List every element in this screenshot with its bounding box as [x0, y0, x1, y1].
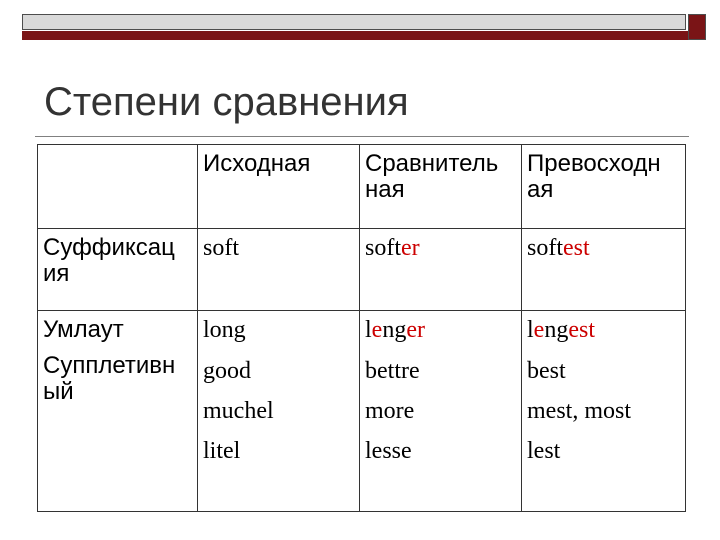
cell-base — [198, 351, 360, 512]
cell-comparative — [360, 311, 522, 351]
word-suffix: er — [406, 317, 425, 343]
word-stem: ng — [544, 317, 569, 343]
word-stem: l — [365, 317, 372, 343]
row-label-suffixation: Суффиксац ия — [38, 229, 198, 311]
word-suffix: er — [401, 235, 420, 261]
cell-base: soft — [198, 229, 360, 311]
header-empty-cell — [38, 145, 198, 229]
row-label-umlaut: Умлаут — [38, 311, 198, 351]
cell-comparative — [360, 351, 522, 512]
top-accent-bar — [22, 31, 688, 40]
title-divider — [35, 136, 689, 137]
table-row — [38, 311, 686, 351]
word-vowel: e — [533, 317, 545, 343]
table-header-row — [38, 145, 686, 229]
cell-comparative — [360, 229, 522, 311]
word: mest, most — [527, 397, 632, 424]
word: good — [203, 357, 251, 384]
slide-title: Степени сравнения — [44, 80, 409, 124]
word-suffix: est — [563, 235, 590, 261]
cell-superlative — [522, 351, 686, 512]
cell-superlative — [522, 229, 686, 311]
word-vowel: e — [371, 317, 383, 343]
word: lest — [527, 437, 561, 464]
comparison-table — [37, 144, 686, 512]
header-base: Исходная — [198, 145, 360, 229]
table-row — [38, 351, 686, 512]
word: bettre — [365, 357, 420, 384]
word-stem: ng — [382, 317, 407, 343]
word: litel — [203, 437, 241, 464]
word-stem: soft — [365, 235, 401, 261]
cell-superlative — [522, 311, 686, 351]
header-comparative: Сравнитель ная — [360, 145, 522, 229]
word-stem: soft — [527, 235, 563, 261]
row-label-suppletive: Супплетивн ый — [38, 351, 198, 512]
top-decor-bar — [22, 14, 686, 30]
word: best — [527, 357, 566, 384]
corner-accent — [688, 14, 706, 40]
table-row — [38, 229, 686, 311]
word: muchel — [203, 397, 274, 424]
word: lesse — [365, 437, 412, 464]
cell-base: long — [198, 311, 360, 351]
word: more — [365, 397, 415, 424]
word-suffix: est — [568, 317, 595, 343]
header-superlative: Превосходн ая — [522, 145, 686, 229]
word-stem: l — [527, 317, 534, 343]
